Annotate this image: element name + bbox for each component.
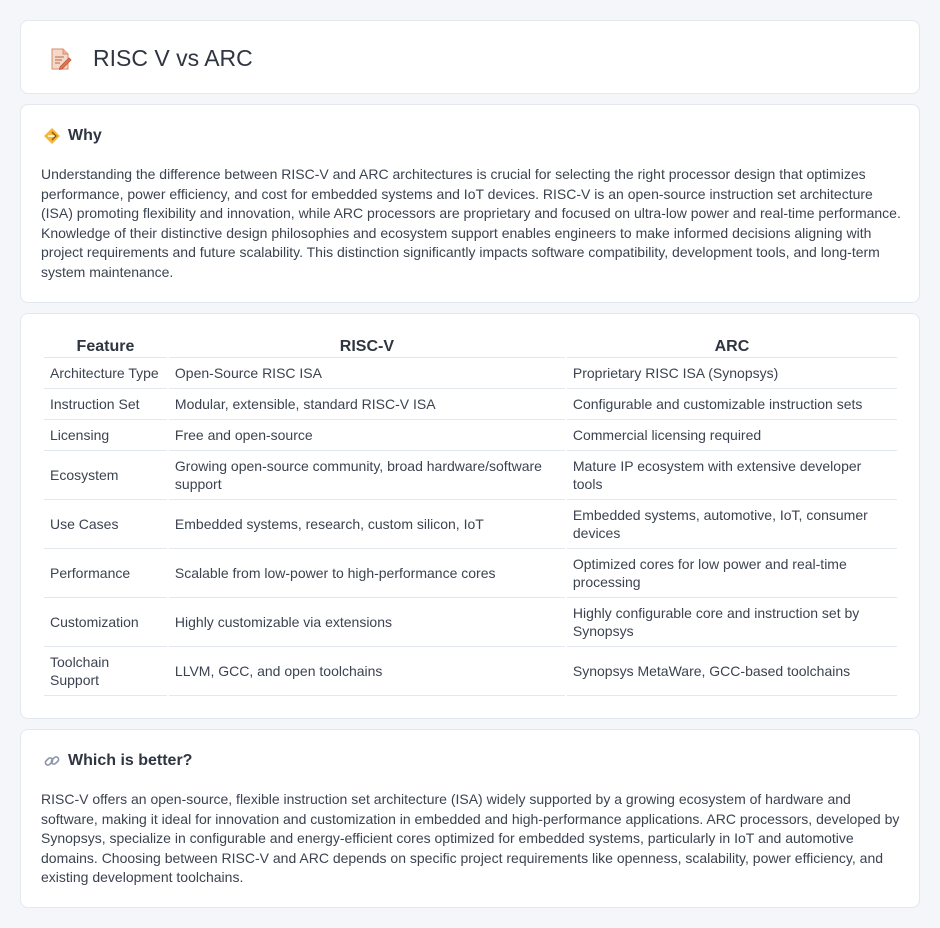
header-arc: ARC bbox=[567, 336, 897, 358]
row-feature: Architecture Type bbox=[44, 358, 167, 389]
comparison-table bbox=[42, 336, 899, 696]
table-row bbox=[44, 598, 897, 647]
header-risc-v: RISC-V bbox=[169, 336, 565, 358]
title-card bbox=[20, 20, 920, 94]
better-text: RISC-V offers an open-source, flexible instruction set architecture (ISA) widely supported by a growing ecosystem of hardware and software, making it ideal for innovation and customization in embedded and high-performance applications. ARC processors, developed by Synopsys, specialize in configurable and energy-efficient cores optimized for embedded systems, particularly in IoT and automotive domains. Choosing between RISC-V and ARC depends on specific project requirements like openness, scalability, power efficiency, and existing development toolchains. bbox=[41, 791, 900, 885]
row-arc: Commercial licensing required bbox=[567, 420, 897, 451]
table-row bbox=[44, 358, 897, 389]
table-header-row bbox=[44, 336, 897, 358]
row-feature: Use Cases bbox=[44, 500, 167, 549]
diamond-warning-icon bbox=[43, 127, 61, 145]
table-row bbox=[44, 549, 897, 598]
table-row bbox=[44, 500, 897, 549]
row-risc-v: Modular, extensible, standard RISC-V ISA bbox=[169, 389, 565, 420]
row-feature: Instruction Set bbox=[44, 389, 167, 420]
title-row bbox=[47, 45, 253, 72]
row-risc-v: Scalable from low-power to high-performance cores bbox=[169, 549, 565, 598]
row-risc-v: Embedded systems, research, custom silicon, IoT bbox=[169, 500, 565, 549]
header-feature: Feature bbox=[44, 336, 167, 358]
why-heading bbox=[43, 127, 102, 145]
table-row bbox=[44, 451, 897, 500]
row-feature: Customization bbox=[44, 598, 167, 647]
better-title: Which is better? bbox=[68, 752, 193, 769]
row-risc-v: Free and open-source bbox=[169, 420, 565, 451]
table-row bbox=[44, 389, 897, 420]
row-risc-v: Open-Source RISC ISA bbox=[169, 358, 565, 389]
link-icon bbox=[43, 752, 61, 770]
row-feature: Ecosystem bbox=[44, 451, 167, 500]
table-row bbox=[44, 647, 897, 696]
row-arc: Synopsys MetaWare, GCC-based toolchains bbox=[567, 647, 897, 696]
row-arc: Proprietary RISC ISA (Synopsys) bbox=[567, 358, 897, 389]
row-arc: Configurable and customizable instruction sets bbox=[567, 389, 897, 420]
why-card bbox=[20, 104, 920, 303]
row-arc: Highly configurable core and instruction set by Synopsys bbox=[567, 598, 897, 647]
row-feature: Toolchain Support bbox=[44, 647, 167, 696]
table-row bbox=[44, 420, 897, 451]
row-risc-v: LLVM, GCC, and open toolchains bbox=[169, 647, 565, 696]
row-arc: Embedded systems, automotive, IoT, consumer devices bbox=[567, 500, 897, 549]
which-better-card bbox=[20, 729, 920, 908]
row-feature: Performance bbox=[44, 549, 167, 598]
document-edit-icon bbox=[47, 46, 73, 72]
page-title: RISC V vs ARC bbox=[93, 45, 253, 71]
why-text: Understanding the difference between RISC-V and ARC architectures is crucial for selecting the right processor design that optimizes performance, power efficiency, and cost for embedded systems and IoT devices. RISC-V is an open-source instruction set architecture (ISA) promoting flexibility and innovation, while ARC processors are proprietary and focused on ultra-low power and real-time performance. Knowledge of their distinctive design philosophies and ecosystem support enables engineers to make informed decisions aligning with project requirements and future scalability. This distinction significantly impacts software compatibility, development tools, and long-term system maintenance. bbox=[41, 166, 901, 280]
row-risc-v: Growing open-source community, broad hardware/software support bbox=[169, 451, 565, 500]
row-risc-v: Highly customizable via extensions bbox=[169, 598, 565, 647]
row-arc: Optimized cores for low power and real-time processing bbox=[567, 549, 897, 598]
row-feature: Licensing bbox=[44, 420, 167, 451]
better-heading bbox=[43, 752, 192, 770]
why-title: Why bbox=[68, 127, 102, 144]
comparison-card bbox=[20, 313, 920, 719]
row-arc: Mature IP ecosystem with extensive developer tools bbox=[567, 451, 897, 500]
